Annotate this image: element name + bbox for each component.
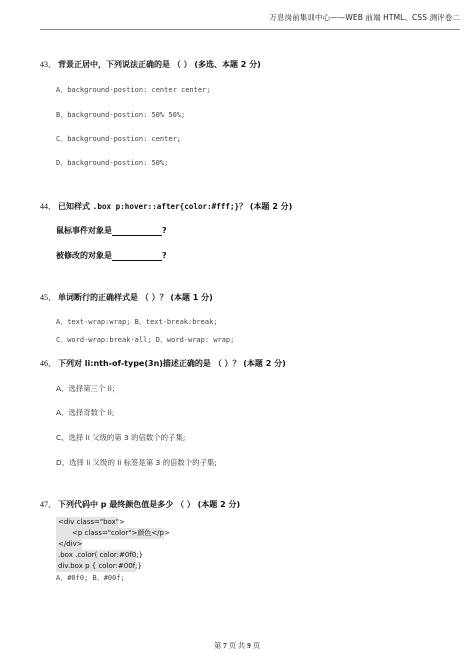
option-b: B、background-postion: 50% 50%; — [56, 111, 186, 119]
option-c: C、选择 li 父级的第 3 的倍数个的子集; — [56, 433, 186, 442]
question-mark: ? — [162, 251, 167, 260]
option-d: D、background-postion: 50%; — [56, 159, 169, 167]
question-number: 46、 — [40, 359, 56, 368]
question-mark: ? — [162, 226, 167, 235]
sub-question-1 — [56, 225, 167, 236]
answer-blank — [112, 252, 162, 261]
answer-blank — [112, 227, 162, 236]
question-code: .box p:hover::after{color:#fff;} — [92, 202, 240, 211]
footer-prefix: 第 — [213, 641, 224, 650]
current-page: 7 — [223, 641, 227, 650]
question-45 — [40, 292, 213, 303]
option-d: D、选择 li 父级的 li 标签是第 3 的倍数个的子集; — [56, 458, 217, 467]
question-text: 背景正居中，下列说法正确的是 （ ） (多选、本题 2 分) — [58, 60, 261, 69]
page-footer — [0, 640, 474, 651]
header-divider — [40, 29, 460, 30]
question-text: 下列对 li:nth-of-type(3n)描述正确的是 （ ）？ (本题 2 分) — [58, 359, 286, 368]
option-c: C、background-postion: center; — [56, 135, 182, 143]
option-a: A、选择第三个 li； — [56, 384, 120, 393]
question-number: 47、 — [40, 500, 56, 509]
footer-middle: 页 共 — [226, 641, 248, 650]
option-a: A、background-postion: center center; — [56, 86, 211, 94]
question-number: 44、 — [40, 202, 56, 211]
question-prefix: 已知样式 — [58, 202, 93, 211]
question-number: 43、 — [40, 60, 56, 69]
page-header: 万息岗前集训中心——WEB 前端 HTML、CSS 测评卷二 — [269, 13, 460, 22]
option-row-cd: C、word-wrap:break-all; D、word-wrap: wrap; — [56, 336, 235, 344]
option-row-ab: A、#0f0; B、#00f; — [56, 574, 125, 582]
sub-question-text: 被修改的对象是 — [56, 251, 112, 260]
option-a-alt: A、选择奇数个 li; — [56, 408, 115, 417]
code-snippet — [56, 517, 170, 572]
code-line: <div class="box"> — [58, 518, 125, 526]
question-text: 下列代码中 p 最终颜色值是多少 （ ） (本题 2 分) — [58, 500, 241, 509]
code-line: div.box p { color:#00f;} — [58, 562, 142, 570]
sub-question-text: 鼠标事件对象是 — [56, 226, 112, 235]
question-46 — [40, 358, 286, 369]
question-suffix: ？ (本题 2 分) — [239, 202, 293, 211]
question-text: 单词断行的正确样式是 （ ）？ (本题 1 分) — [58, 293, 213, 302]
option-row-ab: A、text-wrap:wrap; B、text-break:break; — [56, 318, 218, 326]
question-47 — [40, 499, 240, 510]
footer-suffix: 页 — [250, 641, 261, 650]
sub-question-2 — [56, 250, 167, 261]
code-line: .box .color( color:#0f0;} — [58, 551, 144, 559]
total-pages: 9 — [247, 641, 251, 650]
code-line: <p class="color">颜色</p> — [56, 528, 164, 539]
question-number: 45、 — [40, 293, 56, 302]
question-43 — [40, 59, 261, 70]
question-44 — [40, 201, 292, 212]
code-line: </div> — [58, 540, 83, 548]
